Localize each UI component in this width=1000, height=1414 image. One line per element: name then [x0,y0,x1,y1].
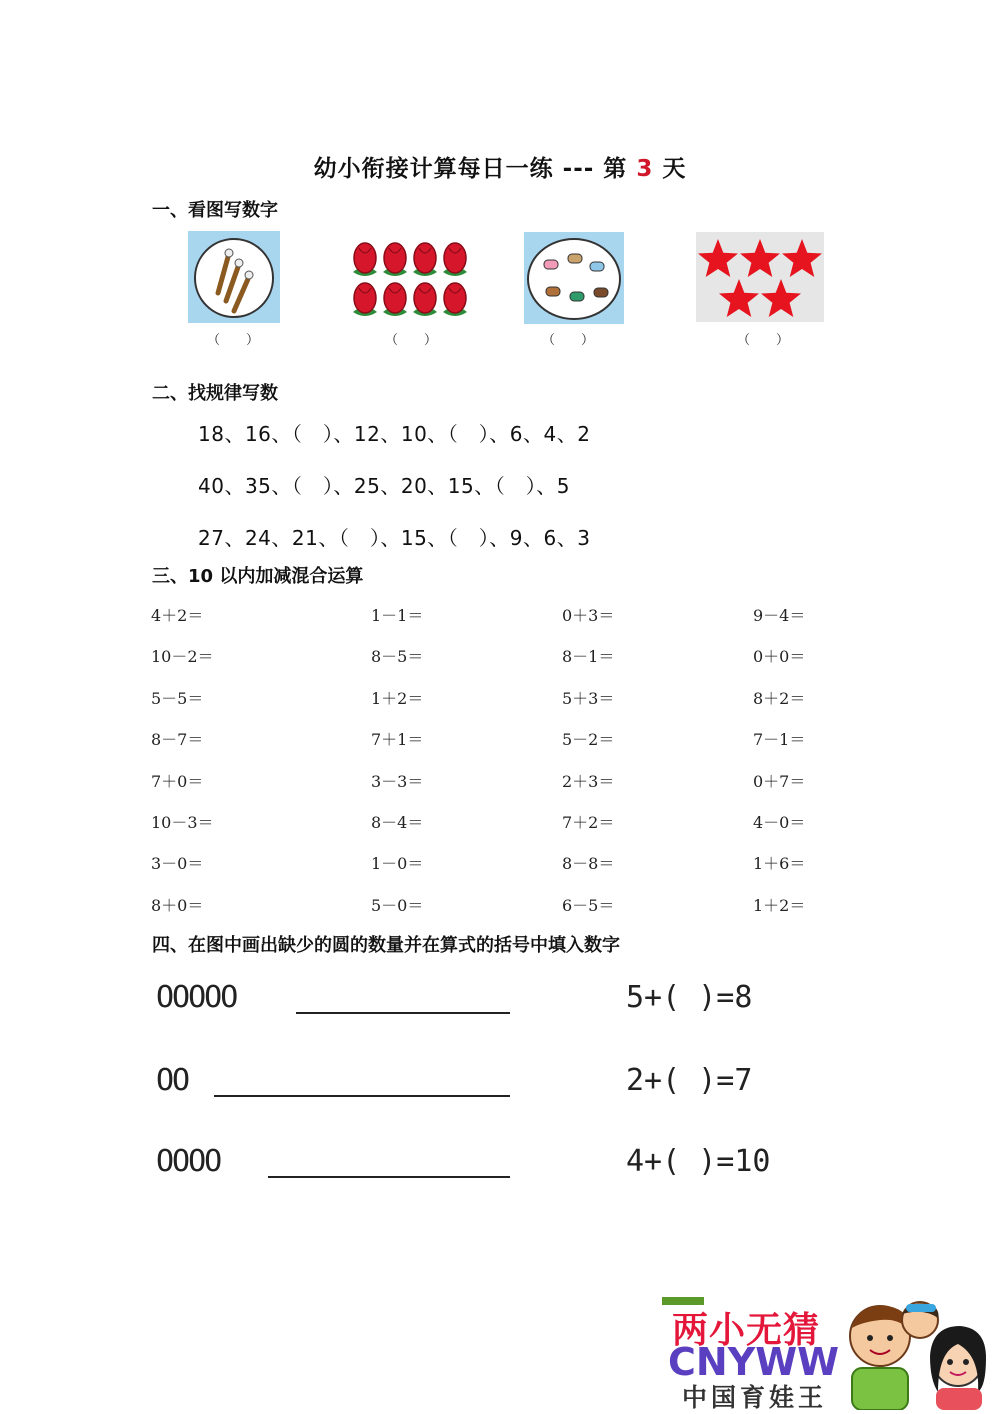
calc-problem: 5－0＝ [371,895,424,915]
calc-problem: 0＋3＝ [562,606,615,625]
calc-problem: 8－7＝ [151,730,204,750]
calc-problem: 10－3＝ [151,813,214,832]
calc-problem: 7＋0＝ [151,771,204,791]
calc-problem: 5－5＝ [151,688,204,708]
candies-in-circle-icon [524,232,624,324]
sequence-line-3: 27、24、21、（ ）、15、（ ）、9、6、3 [198,526,591,550]
calc-problem: 8＋2＝ [753,688,806,708]
circle-row-2: OO [156,1063,189,1098]
page-title: 幼小衔接计算每日一练 --- 第 3 天 [313,156,687,182]
day-number: 3 [636,156,654,182]
calc-problem: 3－0＝ [151,854,204,874]
flower-icon [353,283,377,316]
calc-problem: 8＋0＝ [151,895,204,915]
answer-blank-2[interactable]: （ ） [384,333,437,348]
calc-problem: 9－4＝ [753,606,806,625]
flower-icon [383,243,407,276]
calc-problem: 1＋2＝ [371,688,424,708]
sequence-line-1: 18、16、（ ）、12、10、（ ）、6、4、2 [198,422,591,446]
calc-problem: 7－1＝ [753,730,806,750]
calc-problem: 2＋3＝ [562,771,615,791]
calc-problem: 0＋0＝ [753,647,806,667]
logo-sub-text: 中国育娃王 [682,1383,828,1412]
calc-problem: 1－0＝ [371,854,424,874]
calc-problem: 5－2＝ [562,730,615,750]
answer-blank-3[interactable]: （ ） [541,333,594,348]
calc-problem: 5＋3＝ [562,688,615,708]
section4-heading: 四、在图中画出缺少的圆的数量并在算式的括号中填入数字 [152,935,620,956]
calc-problem: 8－1＝ [562,647,615,667]
flower-icon [413,283,437,316]
calc-problem: 7＋2＝ [562,813,615,832]
flower-icon [413,243,437,276]
red-stars-icon [696,232,824,322]
answer-blank-1[interactable]: （ ） [206,333,259,348]
logo-latin-text: CNYWW [668,1340,840,1384]
draw-line-2[interactable] [214,1095,510,1097]
calc-problem: 4－0＝ [753,813,806,832]
sequence-line-2: 40、35、（ ）、25、20、15、（ ）、5 [198,474,570,498]
equation-1: 5+( )=8 [626,980,753,1015]
section3-heading: 三、10 以内加减混合运算 [152,566,364,587]
flower-icon [443,283,467,316]
calc-problem: 1＋6＝ [753,854,806,874]
red-flowers-icon [350,238,470,318]
calc-problem: 7＋1＝ [371,730,424,750]
calc-problem: 1－1＝ [371,606,424,625]
cartoon-family-icon [840,1296,996,1410]
section1-heading: 一、看图写数字 [152,200,278,221]
flower-icon [383,283,407,316]
calc-problem: 6－5＝ [562,895,615,915]
calc-problem: 4＋2＝ [151,606,204,625]
calc-problem: 8－5＝ [371,647,424,667]
calc-problem: 8－8＝ [562,854,615,874]
brushes-in-circle-icon [188,231,280,323]
answer-blank-4[interactable]: （ ） [736,333,789,348]
calc-problem: 10－2＝ [151,647,214,667]
circle-row-3: OOOO [156,1144,221,1179]
flower-icon [443,243,467,276]
circle-row-1: OOOOO [156,980,237,1015]
calc-problem: 3－3＝ [371,771,424,791]
calc-problem: 8－4＝ [371,813,424,832]
flower-icon [353,243,377,276]
draw-line-3[interactable] [268,1176,510,1178]
calc-problem: 0＋7＝ [753,771,806,791]
draw-line-1[interactable] [296,1012,510,1014]
calc-problem: 1＋2＝ [753,895,806,915]
logo-main-text: 两小无猜 [672,1310,821,1351]
equation-2: 2+( )=7 [626,1063,753,1098]
section2-heading: 二、找规律写数 [152,383,278,404]
equation-3: 4+( )=10 [626,1144,771,1179]
